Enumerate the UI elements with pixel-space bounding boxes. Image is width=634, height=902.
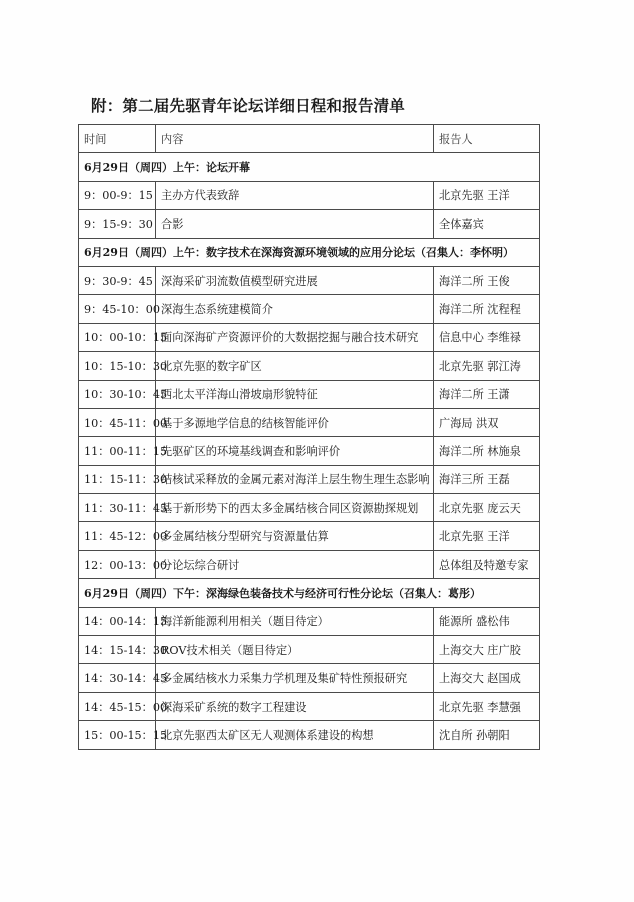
content-cell: 北京先驱西太矿区无人观测体系建设的构想 xyxy=(156,721,434,749)
table-row xyxy=(79,380,540,408)
table-row xyxy=(79,636,540,664)
speaker-cell: 北京先驱 郭江涛 xyxy=(434,352,540,380)
table-row xyxy=(79,494,540,522)
schedule-body xyxy=(79,125,540,750)
table-row xyxy=(79,550,540,578)
time-cell: 10：45-11：00 xyxy=(79,408,156,436)
schedule-table xyxy=(78,124,540,750)
speaker-cell: 北京先驱 庞云天 xyxy=(434,494,540,522)
table-row xyxy=(79,323,540,351)
content-cell: 先驱矿区的环境基线调查和影响评价 xyxy=(156,437,434,465)
table-row xyxy=(79,607,540,635)
speaker-cell: 全体嘉宾 xyxy=(434,210,540,238)
content-cell: 主办方代表致辞 xyxy=(156,181,434,209)
speaker-cell: 海洋二所 王潇 xyxy=(434,380,540,408)
content-cell: 面向深海矿产资源评价的大数据挖掘与融合技术研究 xyxy=(156,323,434,351)
table-row xyxy=(79,664,540,692)
speaker-cell: 沈自所 孙朝阳 xyxy=(434,721,540,749)
content-cell: 多金属结核分型研究与资源量估算 xyxy=(156,522,434,550)
content-cell: 北京先驱的数字矿区 xyxy=(156,352,434,380)
time-cell: 10：30-10：45 xyxy=(79,380,156,408)
speaker-cell: 上海交大 庄广胶 xyxy=(434,636,540,664)
section-title: 6月29日（周四）上午：论坛开幕 xyxy=(79,153,540,181)
section-row xyxy=(79,579,540,607)
table-header-row xyxy=(79,125,540,153)
time-cell: 11：45-12：00 xyxy=(79,522,156,550)
speaker-cell: 北京先驱 李慧强 xyxy=(434,692,540,720)
speaker-cell: 海洋二所 王俊 xyxy=(434,266,540,294)
content-cell: 分论坛综合研讨 xyxy=(156,550,434,578)
content-cell: 基于多源地学信息的结核智能评价 xyxy=(156,408,434,436)
time-cell: 15：00-15：15 xyxy=(79,721,156,749)
content-cell: 海洋新能源利用相关（题目待定） xyxy=(156,607,434,635)
speaker-cell: 广海局 洪双 xyxy=(434,408,540,436)
content-cell: 合影 xyxy=(156,210,434,238)
content-cell: 基于新形势下的西太多金属结核合同区资源勘探规划 xyxy=(156,494,434,522)
content-cell: 多金属结核水力采集力学机理及集矿特性预报研究 xyxy=(156,664,434,692)
table-row xyxy=(79,210,540,238)
time-cell: 9：00-9：15 xyxy=(79,181,156,209)
time-cell: 9：15-9：30 xyxy=(79,210,156,238)
content-cell: 深海采矿羽流数值模型研究进展 xyxy=(156,266,434,294)
table-row xyxy=(79,522,540,550)
content-cell: ROV技术相关（题目待定） xyxy=(156,636,434,664)
header-time: 时间 xyxy=(79,125,156,153)
section-title: 6月29日（周四）上午：数字技术在深海资源环境领域的应用分论坛（召集人：李怀明） xyxy=(79,238,540,266)
speaker-cell: 总体组及特邀专家 xyxy=(434,550,540,578)
time-cell: 12：00-13：00 xyxy=(79,550,156,578)
table-row xyxy=(79,437,540,465)
time-cell: 14：15-14：30 xyxy=(79,636,156,664)
table-row xyxy=(79,465,540,493)
content-cell: 结核试采释放的金属元素对海洋上层生物生理生态影响 xyxy=(156,465,434,493)
table-row xyxy=(79,408,540,436)
time-cell: 11：00-11：15 xyxy=(79,437,156,465)
speaker-cell: 能源所 盛松伟 xyxy=(434,607,540,635)
table-row xyxy=(79,721,540,749)
speaker-cell: 上海交大 赵国成 xyxy=(434,664,540,692)
time-cell: 10：00-10：15 xyxy=(79,323,156,351)
content-cell: 深海生态系统建模简介 xyxy=(156,295,434,323)
header-content: 内容 xyxy=(156,125,434,153)
table-row xyxy=(79,692,540,720)
speaker-cell: 北京先驱 王洋 xyxy=(434,181,540,209)
speaker-cell: 海洋二所 沈程程 xyxy=(434,295,540,323)
time-cell: 9：30-9：45 xyxy=(79,266,156,294)
header-speaker: 报告人 xyxy=(434,125,540,153)
table-row xyxy=(79,181,540,209)
speaker-cell: 北京先驱 王洋 xyxy=(434,522,540,550)
section-title: 6月29日（周四）下午：深海绿色装备技术与经济可行性分论坛（召集人：葛彤） xyxy=(79,579,540,607)
table-row xyxy=(79,266,540,294)
time-cell: 11：15-11：30 xyxy=(79,465,156,493)
content-cell: 深海采矿系统的数字工程建设 xyxy=(156,692,434,720)
section-row xyxy=(79,153,540,181)
time-cell: 10：15-10：30 xyxy=(79,352,156,380)
speaker-cell: 海洋三所 王磊 xyxy=(434,465,540,493)
time-cell: 11：30-11：45 xyxy=(79,494,156,522)
time-cell: 9：45-10：00 xyxy=(79,295,156,323)
time-cell: 14：30-14：45 xyxy=(79,664,156,692)
table-row xyxy=(79,352,540,380)
content-cell: 西北太平洋海山滑坡扇形貌特征 xyxy=(156,380,434,408)
speaker-cell: 海洋二所 林施泉 xyxy=(434,437,540,465)
section-row xyxy=(79,238,540,266)
page-title: 附：第二届先驱青年论坛详细日程和报告清单 xyxy=(91,96,406,115)
table-row xyxy=(79,295,540,323)
time-cell: 14：45-15：00 xyxy=(79,692,156,720)
time-cell: 14：00-14：15 xyxy=(79,607,156,635)
speaker-cell: 信息中心 李维禄 xyxy=(434,323,540,351)
